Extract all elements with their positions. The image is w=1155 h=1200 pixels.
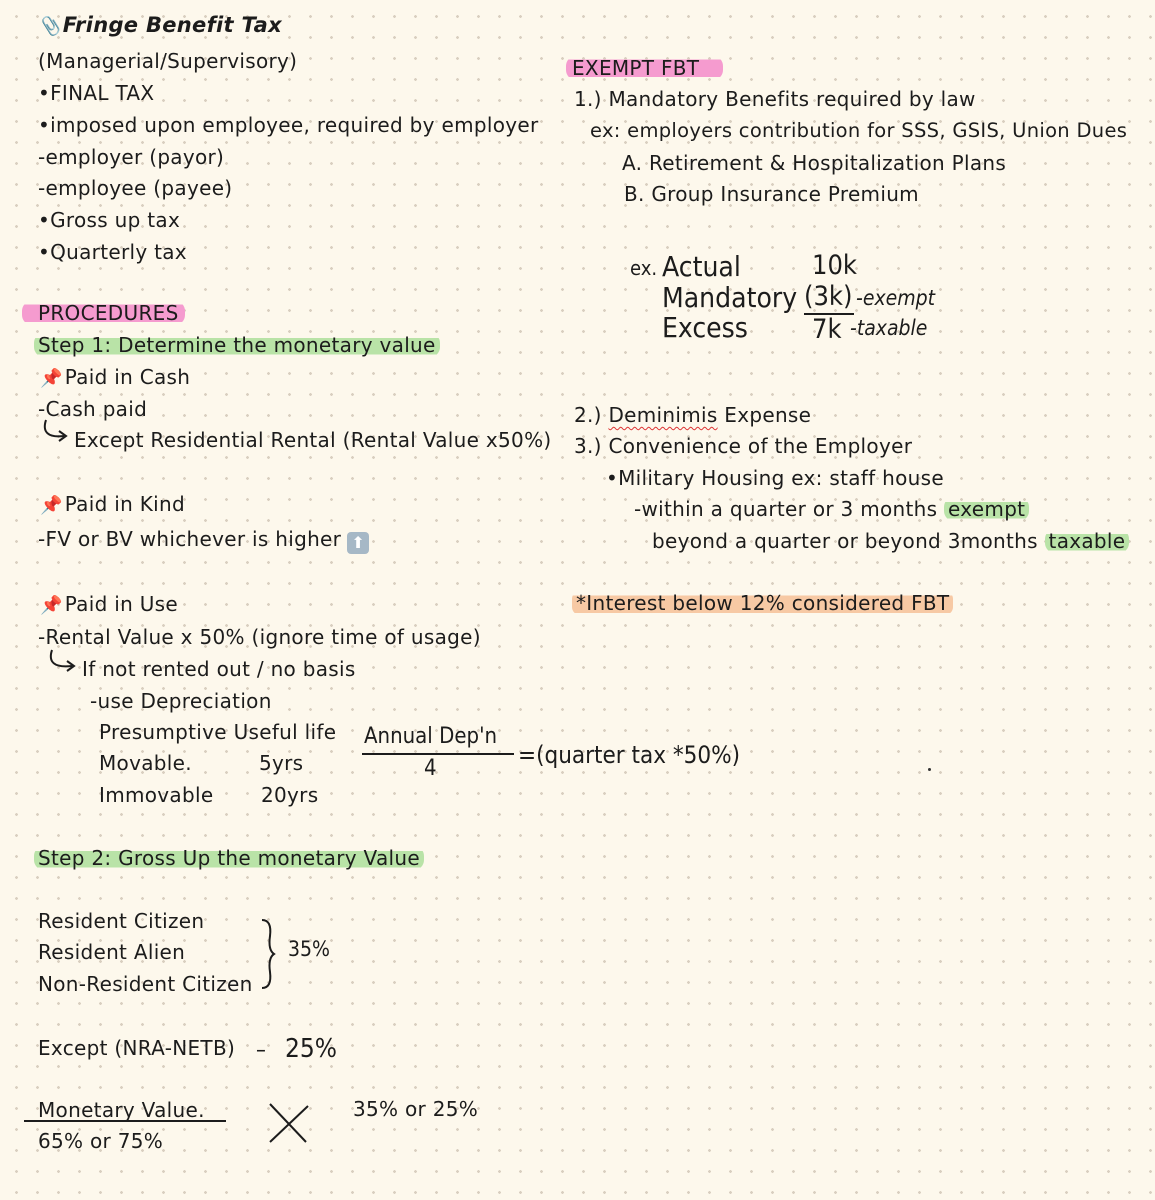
mv-fraction-line (24, 1119, 228, 1123)
beyond-quarter (652, 528, 1129, 554)
beyond-text: beyond a quarter or beyond 3months (652, 529, 1038, 553)
formula-numerator: Annual Dep'n (364, 724, 498, 749)
beyond-taxable-tag: taxable (1045, 529, 1130, 553)
ex-mandatory-note: -exempt (856, 286, 936, 310)
hook-arrow-icon (48, 648, 80, 674)
not-rented: If not rented out / no basis (82, 657, 356, 681)
ex-excess-note: -taxable (850, 316, 928, 340)
item2-num: 2.) (574, 403, 602, 427)
ex-actual-value: 10k (812, 250, 857, 281)
pushpin-icon: 📌 (40, 595, 63, 616)
cash-paid: -Cash paid (38, 397, 148, 421)
within-exempt-tag: exempt (944, 497, 1029, 521)
exempt-label: EXEMPT FBT (566, 56, 723, 80)
fv-bv (38, 526, 369, 554)
multiply-icon (266, 1102, 312, 1144)
subtitle: (Managerial/Supervisory) (38, 49, 298, 73)
pushpin-icon: 📌 (40, 368, 63, 389)
page-title (38, 12, 282, 40)
exempt-heading (566, 55, 723, 81)
useful-life-label: Presumptive Useful life (99, 720, 337, 744)
item1-b: B. Group Insurance Premium (624, 182, 919, 206)
item2-rest: Expense (724, 403, 812, 427)
bullet-gross-up: •Gross up tax (38, 208, 181, 232)
ex-mandatory-label: Mandatory (662, 281, 798, 314)
interest-text: *Interest below 12% considered FBT (572, 591, 953, 615)
bullet-employer: -employer (payor) (38, 145, 225, 169)
formula-denominator: 4 (424, 756, 437, 781)
mv-denominator: 65% or 75% (38, 1129, 164, 1153)
item1-a: A. Retirement & Hospitalization Plans (622, 151, 1007, 175)
ex-mandatory-value: (3k) (804, 281, 853, 312)
stray-dot (928, 768, 931, 771)
movable-value: 5yrs (259, 751, 304, 775)
ex-actual-label: Actual (662, 250, 741, 283)
interest-note (572, 590, 953, 616)
bullet-quarterly: •Quarterly tax (38, 240, 187, 264)
except-rate: 25% (285, 1034, 337, 1064)
immovable-label: Immovable (99, 783, 214, 807)
curly-brace (258, 918, 278, 990)
except-dash: – (256, 1038, 266, 1063)
resident-citizen: Resident Citizen (38, 909, 205, 933)
ex-excess-label: Excess (662, 311, 748, 344)
bullet-imposed: •imposed upon employee, required by employer (38, 113, 539, 137)
bullet-employee: -employee (payee) (38, 176, 233, 200)
item1: 1.) Mandatory Benefits required by law (574, 87, 976, 111)
paid-in-kind (40, 491, 185, 519)
item3: 3.) Convenience of the Employer (574, 434, 913, 458)
within-text: -within a quarter or 3 months (634, 497, 938, 521)
resident-alien: Resident Alien (38, 940, 186, 964)
paid-in-cash (40, 364, 190, 392)
ex-excess-value: 7k (812, 314, 842, 345)
except-nra: Except (NRA-NETB) (38, 1036, 236, 1060)
step2-label: Step 2: Gross Up the monetary Value (34, 846, 424, 870)
bullet-final-tax: •FINAL TAX (38, 81, 155, 105)
military-housing: •Military Housing ex: staff house (606, 466, 944, 490)
fv-bv-text: -FV or BV whichever is higher (38, 527, 342, 551)
rental-value: -Rental Value x 50% (ignore time of usage) (38, 625, 481, 649)
mv-rate: 35% or 25% (353, 1097, 479, 1121)
step1-heading (34, 332, 440, 358)
resident-rate: 35% (288, 937, 330, 961)
formula-fraction-line (362, 752, 522, 756)
step2-heading (34, 845, 424, 871)
paid-kind-label: Paid in Kind (64, 492, 185, 516)
immovable-value: 20yrs (261, 783, 319, 807)
paid-cash-label: Paid in Cash (64, 365, 191, 389)
step1-label: Step 1: Determine the monetary value (34, 333, 440, 357)
movable-label: Movable. (99, 751, 192, 775)
ex-prefix: ex. (630, 256, 658, 280)
formula-rhs: =(quarter tax *50%) (518, 741, 741, 769)
within-quarter (634, 496, 1029, 522)
up-arrow-icon: ⬆ (347, 532, 369, 554)
procedures-label: PROCEDURES (22, 301, 185, 325)
paperclip-icon: 📎 (38, 16, 61, 37)
paid-use-label: Paid in Use (64, 592, 178, 616)
item1-example: ex: employers contribution for SSS, GSIS, Union Dues (590, 119, 1128, 142)
procedures-heading (22, 300, 185, 326)
pushpin-icon: 📌 (40, 495, 63, 516)
paid-in-use (40, 591, 178, 619)
non-resident-citizen: Non-Resident Citizen (38, 972, 253, 996)
item2-deminimis: Deminimis (608, 403, 718, 427)
mv-numerator: Monetary Value. (38, 1098, 205, 1122)
hook-arrow-icon (42, 418, 72, 444)
cash-except: Except Residential Rental (Rental Value x50%) (74, 428, 552, 452)
item2 (574, 402, 811, 428)
use-depreciation: -use Depreciation (90, 689, 272, 713)
title-text: Fringe Benefit Tax (62, 13, 282, 37)
